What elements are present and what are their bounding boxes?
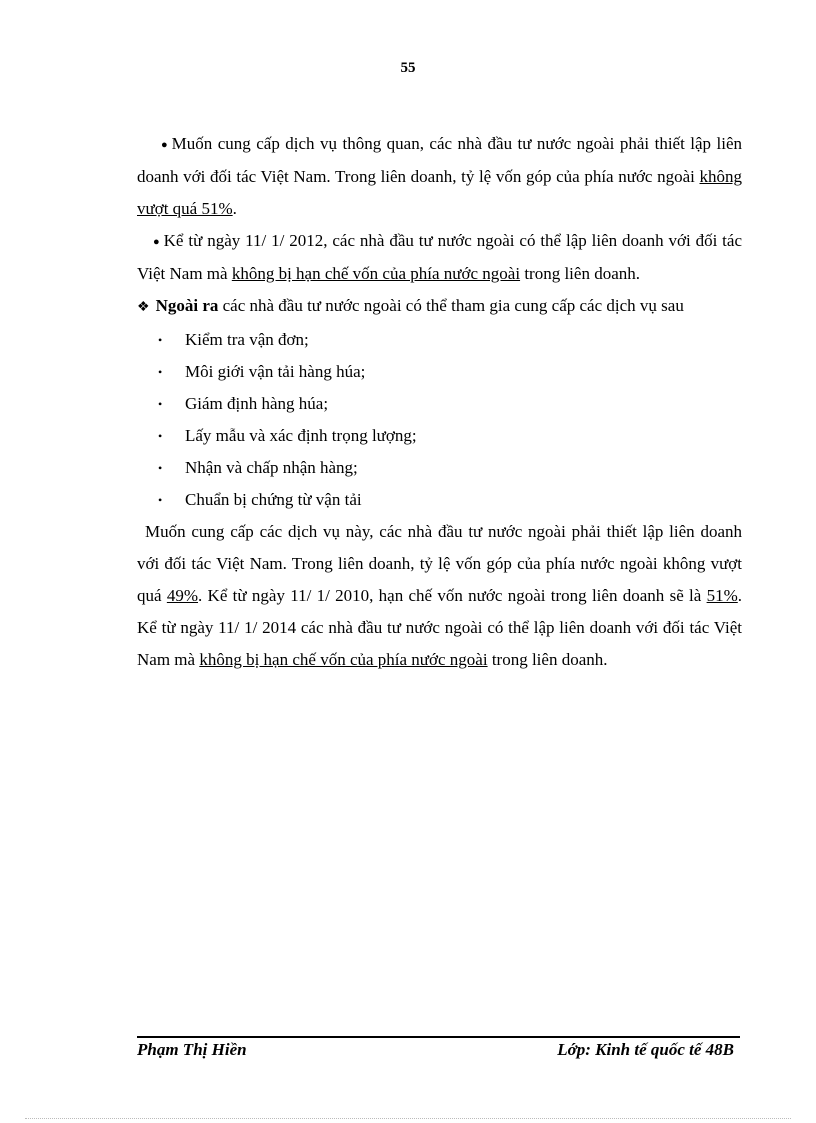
underlined-phrase: không vượt quá 51% — [137, 167, 742, 219]
bullet-dot-icon: • — [158, 493, 163, 508]
bullet-dot-icon: • — [158, 333, 163, 348]
list-item: • Môi giới vận tải hàng húa; — [137, 356, 742, 388]
page-number: 55 — [400, 60, 416, 76]
list-item: • Giám định hàng húa; — [137, 388, 742, 420]
bullet-dot-icon: • — [158, 429, 163, 444]
list-item: • Chuẩn bị chứng từ vận tải — [137, 484, 742, 516]
underlined-phrase: không bị hạn chế vốn của phía nước ngoài — [199, 650, 488, 670]
underlined-phrase: không bị hạn chế vốn của phía nước ngoài — [231, 264, 521, 284]
footer-divider — [137, 1036, 740, 1038]
bullet-dot-icon: • — [158, 461, 163, 476]
diamond-bullet-icon: ❖ — [137, 300, 150, 316]
underlined-phrase: 49% — [166, 586, 199, 606]
footer-author: Phạm Thị Hiền — [137, 1040, 247, 1059]
paragraph-additional-services: ❖ Ngoài ra các nhà đầu tư nước ngoài có thể tham gia cung cấp các dịch vụ sau — [137, 290, 742, 324]
footer-class: Lớp: Kinh tế quốc tế 48B — [557, 1040, 734, 1059]
bullet-dot-icon: ● — [153, 236, 160, 249]
page-content — [137, 128, 742, 676]
paragraph-capital-limits: Muốn cung cấp các dịch vụ này, các nhà đầu tư nước ngoài phải thiết lập liên doanh với đối tác Việt Nam. Trong liên doanh, tỷ lệ vốn góp của phía nước ngoài không vượt quá 49%. Kể từ ngày 11/ 1/ 2010, hạn chế vốn nước ngoài trong liên doanh sẽ là 51%. Kể từ ngày 11/ 1/ 2014 các nhà đầu tư nước ngoài có thể lập liên doanh với đối tác Việt Nam mà không bị hạn chế vốn của phía nước ngoài trong liên doanh. — [137, 522, 743, 670]
list-item: • Nhận và chấp nhận hàng; — [137, 452, 742, 484]
paragraph-customs-service: ● Muốn cung cấp dịch vụ thông quan, các nhà đầu tư nước ngoài phải thiết lập liên doanh với đối tác Việt Nam. Trong liên doanh, tỷ lệ vốn góp của phía nước ngoài không vượt quá 51%. — [137, 128, 742, 225]
bullet-dot-icon: • — [158, 397, 163, 412]
list-item: • Lấy mẫu và xác định trọng lượng; — [137, 420, 742, 452]
bullet-dot-icon: ● — [161, 139, 168, 152]
bold-lead: Ngoài ra — [155, 296, 219, 316]
list-item: • Kiểm tra vận đơn; — [137, 324, 742, 356]
paragraph-2012: ● Kể từ ngày 11/ 1/ 2012, các nhà đầu tư nước ngoài có thể lập liên doanh với đối tác Việt Nam mà không bị hạn chế vốn của phía nước ngoài trong liên doanh. — [137, 225, 742, 290]
page-bottom-divider — [25, 1118, 791, 1119]
underlined-phrase: 51% — [706, 586, 738, 606]
services-list — [137, 324, 742, 516]
bullet-dot-icon: • — [158, 365, 163, 380]
